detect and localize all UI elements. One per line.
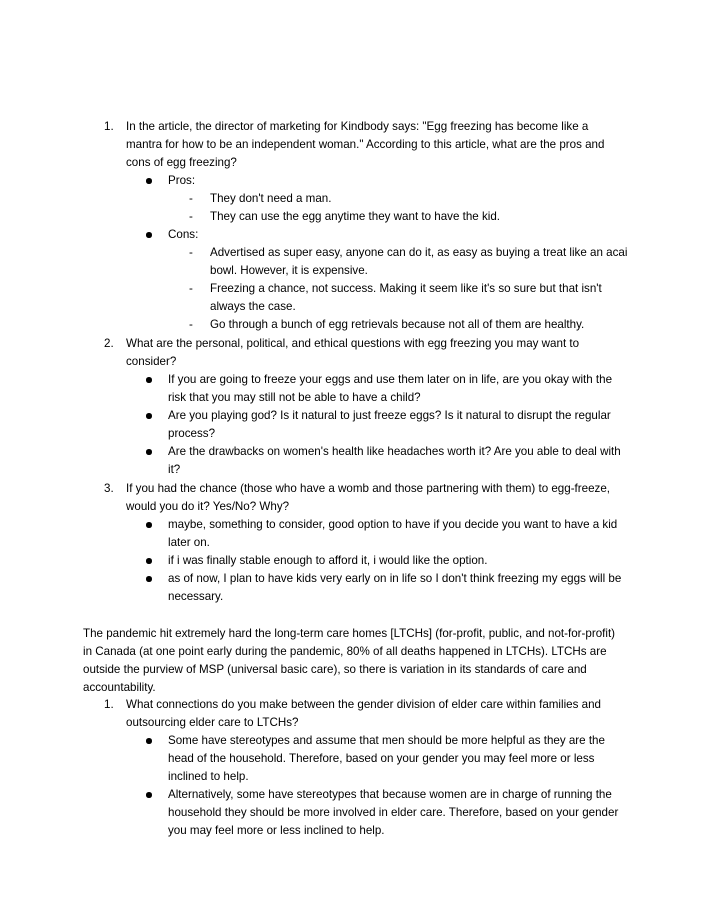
pros-label: Pros: (168, 174, 196, 187)
list-item: household they should be more involved in elder care. Therefore, based on your gender (168, 806, 619, 819)
dash-icon: - (189, 246, 193, 259)
question-text: If you had the chance (those who have a womb and those partnering with them) to egg-freeze, (126, 482, 611, 495)
list-item: Some have stereotypes and assume that men should be more helpful as they are the (168, 734, 605, 747)
dash-icon: - (189, 282, 193, 295)
list-item: Are you playing god? Is it natural to just freeze eggs? Is it natural to disrupt the regular (168, 409, 611, 422)
bullet-icon (146, 576, 152, 582)
question-text: cons of egg freezing? (126, 156, 237, 169)
question-text: outsourcing elder care to LTCHs? (126, 716, 299, 729)
bullet-icon (146, 522, 152, 528)
list-item: later on. (168, 536, 210, 549)
list-item: inclined to help. (168, 770, 249, 783)
list-item: as of now, I plan to have kids very early on in life so I don't think freezing my eggs will be (168, 572, 622, 585)
list-item: you may feel more or less inclined to help. (168, 824, 385, 837)
paragraph-text: outside the purview of MSP (universal basic care), so there is variation in its standards of care and (83, 663, 587, 676)
question-text: In the article, the director of marketing for Kindbody says: "Egg freezing has become like a (126, 120, 589, 133)
list-item: if i was finally stable enough to afford it, i would like the option. (168, 554, 488, 567)
question-text: would you do it? Yes/No? Why? (126, 500, 290, 513)
bullet-icon (146, 377, 152, 383)
list-item: Are the drawbacks on women's health like headaches worth it? Are you able to deal with (168, 445, 621, 458)
question-text: What are the personal, political, and ethical questions with egg freezing you may want to (126, 337, 580, 350)
bullet-icon (146, 449, 152, 455)
bullet-icon (146, 178, 152, 184)
list-item: risk that you may still not be able to have a child? (168, 391, 421, 404)
list-item: maybe, something to consider, good option to have if you decide you want to have a kid (168, 518, 618, 531)
list-number: 1. (104, 120, 114, 133)
bullet-icon (146, 232, 152, 238)
list-item: They can use the egg anytime they want to have the kid. (210, 210, 501, 223)
list-item: it? (168, 463, 181, 476)
list-item: If you are going to freeze your eggs and use them later on in life, are you okay with the (168, 373, 613, 386)
paragraph-text: The pandemic hit extremely hard the long-term care homes [LTCHs] (for-profit, public, and not-for-profit) (83, 627, 616, 640)
dash-icon: - (189, 192, 193, 205)
cons-label: Cons: (168, 228, 199, 241)
question-text: mantra for how to be an independent woman." According to this article, what are the pros and (126, 138, 605, 151)
bullet-icon (146, 558, 152, 564)
list-number: 1. (104, 698, 114, 711)
question-text: consider? (126, 355, 177, 368)
list-item: always the case. (210, 300, 296, 313)
list-item: necessary. (168, 590, 224, 603)
dash-icon: - (189, 318, 193, 331)
bullet-icon (146, 792, 152, 798)
question-text: What connections do you make between the gender division of elder care within families and (126, 698, 601, 711)
list-item: Go through a bunch of egg retrievals because not all of them are healthy. (210, 318, 585, 331)
list-item: Advertised as super easy, anyone can do it, as easy as buying a treat like an acai (210, 246, 628, 259)
list-item: head of the household. Therefore, based on your gender you may feel more or less (168, 752, 595, 765)
bullet-icon (146, 413, 152, 419)
paragraph-text: in Canada (at one point early during the pandemic, 80% of all deaths happened in LTCHs). LTCHs are (83, 645, 607, 658)
list-item: Alternatively, some have stereotypes that because women are in charge of running the (168, 788, 612, 801)
list-item: process? (168, 427, 216, 440)
bullet-icon (146, 738, 152, 744)
paragraph-text: accountability. (83, 681, 156, 694)
dash-icon: - (189, 210, 193, 223)
list-number: 2. (104, 337, 114, 350)
list-item: bowl. However, it is expensive. (210, 264, 368, 277)
list-item: They don't need a man. (210, 192, 332, 205)
list-number: 3. (104, 482, 114, 495)
list-item: Freezing a chance, not success. Making it seem like it's so sure but that isn't (210, 282, 602, 295)
